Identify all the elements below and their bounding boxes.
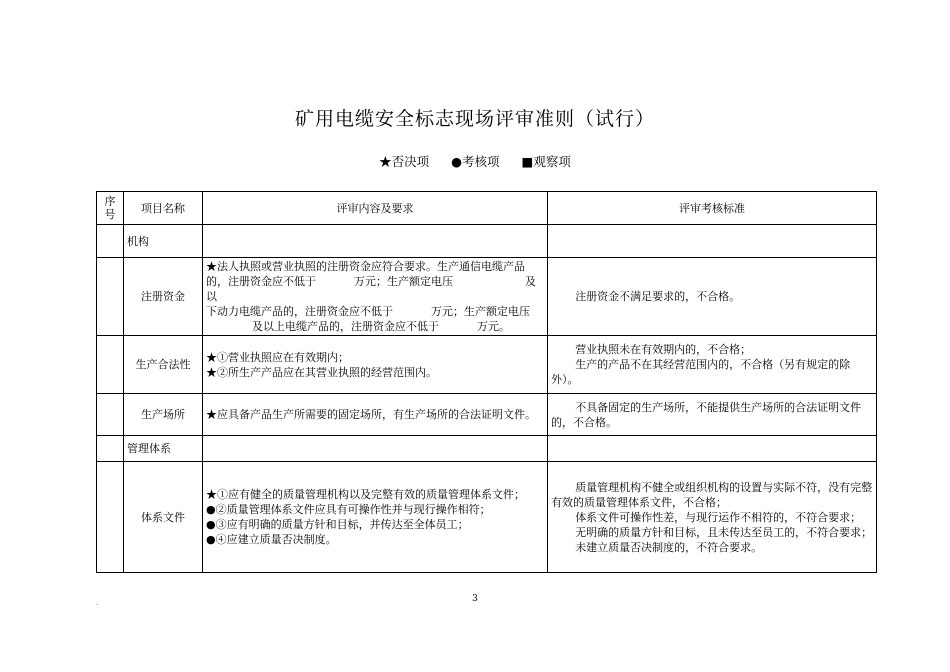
standard-line: 质量管理机构不健全或组织机构的设置与实际不符，没有完整有效的质量管理体系文件，不合格； (551, 480, 873, 509)
item-name: 生产场所 (124, 394, 203, 436)
page-number: 3 (472, 594, 478, 604)
seq-cell (97, 258, 124, 336)
content-line: ●③应有明确的质量方针和目标，并传达至全体员工； (206, 518, 469, 531)
seq-cell (97, 394, 124, 436)
content-cell (203, 336, 548, 394)
table-row (97, 394, 877, 436)
standard-line: 营业执照未在有效期内的，不合格； (575, 343, 752, 356)
content-cell: ★应具备产品生产所需要的固定场所，有生产场所的合法证明文件。 (203, 394, 548, 436)
content-cell (203, 436, 548, 462)
standard-cell: 注册资金不满足要求的，不合格。 (548, 258, 877, 336)
content-fragment: 万元。 (477, 320, 510, 333)
table-row (97, 436, 877, 462)
content-fragment: 的，注册资金应不低于 (206, 275, 316, 288)
table-row (97, 225, 877, 258)
standard-line: 未建立质量否决制度的，不符合要求。 (575, 540, 763, 554)
header-content: 评审内容及要求 (203, 192, 548, 225)
standard-line: 体系文件可操作性差，与现行运作不相符的，不符合要求； (575, 510, 862, 524)
content-fragment: 及以上电缆产品的，注册资金应不低于 (252, 320, 439, 333)
content-line (206, 304, 544, 319)
item-name: 注册资金 (124, 258, 203, 336)
seq-cell (97, 225, 124, 258)
content-line (206, 319, 544, 334)
content-line: ★法人执照或营业执照的注册资金应符合要求。生产通信电缆产品 (206, 260, 525, 273)
table-row (97, 336, 877, 394)
table-row (97, 462, 877, 573)
content-line: ●②质量管理体系文件应具有可操作性并与现行操作相符； (206, 503, 491, 516)
standard-cell (548, 436, 877, 462)
legend-observe: ■观察项 (521, 154, 571, 169)
standard-cell: 不具备固定的生产场所，不能提供生产场所的合法证明文件的，不合格。 (548, 394, 877, 436)
item-name: 机构 (124, 225, 203, 258)
item-name: 生产合法性 (124, 336, 203, 394)
table-header-row (97, 192, 877, 225)
content-line: ●④应建立质量否决制度。 (206, 533, 337, 546)
content-line: ★②所生产产品应在其营业执照的经营范围内。 (206, 365, 437, 379)
content-line: ★①营业执照应在有效期内； (206, 350, 349, 364)
header-item: 项目名称 (124, 192, 203, 225)
content-cell (203, 462, 548, 573)
content-fragment: 万元；生产额定电压 (354, 275, 453, 288)
seq-cell (97, 462, 124, 573)
legend-veto: ★否决项 (379, 154, 430, 169)
header-seq: 序号 (97, 192, 124, 225)
table-row (97, 258, 877, 336)
content-line: ★①应有健全的质量管理机构以及完整有效的质量管理体系文件； (206, 488, 525, 501)
footer-dot: . (96, 598, 99, 607)
header-standard: 评审考核标准 (548, 192, 877, 225)
legend (0, 152, 950, 170)
content-cell (203, 258, 548, 336)
review-criteria-table (96, 191, 877, 573)
standard-cell (548, 336, 877, 394)
standard-cell (548, 462, 877, 573)
seq-cell (97, 336, 124, 394)
content-cell (203, 225, 548, 258)
content-line (206, 274, 544, 304)
item-name: 体系文件 (124, 462, 203, 573)
standard-cell (548, 225, 877, 258)
standard-line: 生产的产品不在其经营范围内的，不合格（另有规定的除外）。 (551, 358, 851, 386)
content-fragment: 下动力电缆产品的，注册资金应不低于 (206, 305, 393, 318)
document-title: 矿用电缆安全标志现场评审准则（试行） (294, 108, 655, 130)
item-name: 管理体系 (124, 436, 203, 462)
seq-cell (97, 436, 124, 462)
legend-assess: ●考核项 (451, 154, 500, 169)
content-fragment: 万元；生产额定电压 (431, 305, 530, 318)
standard-line: 无明确的质量方针和目标，且未传达至员工的，不符合要求； (575, 525, 873, 539)
content-fragment: 及以 (206, 275, 536, 303)
